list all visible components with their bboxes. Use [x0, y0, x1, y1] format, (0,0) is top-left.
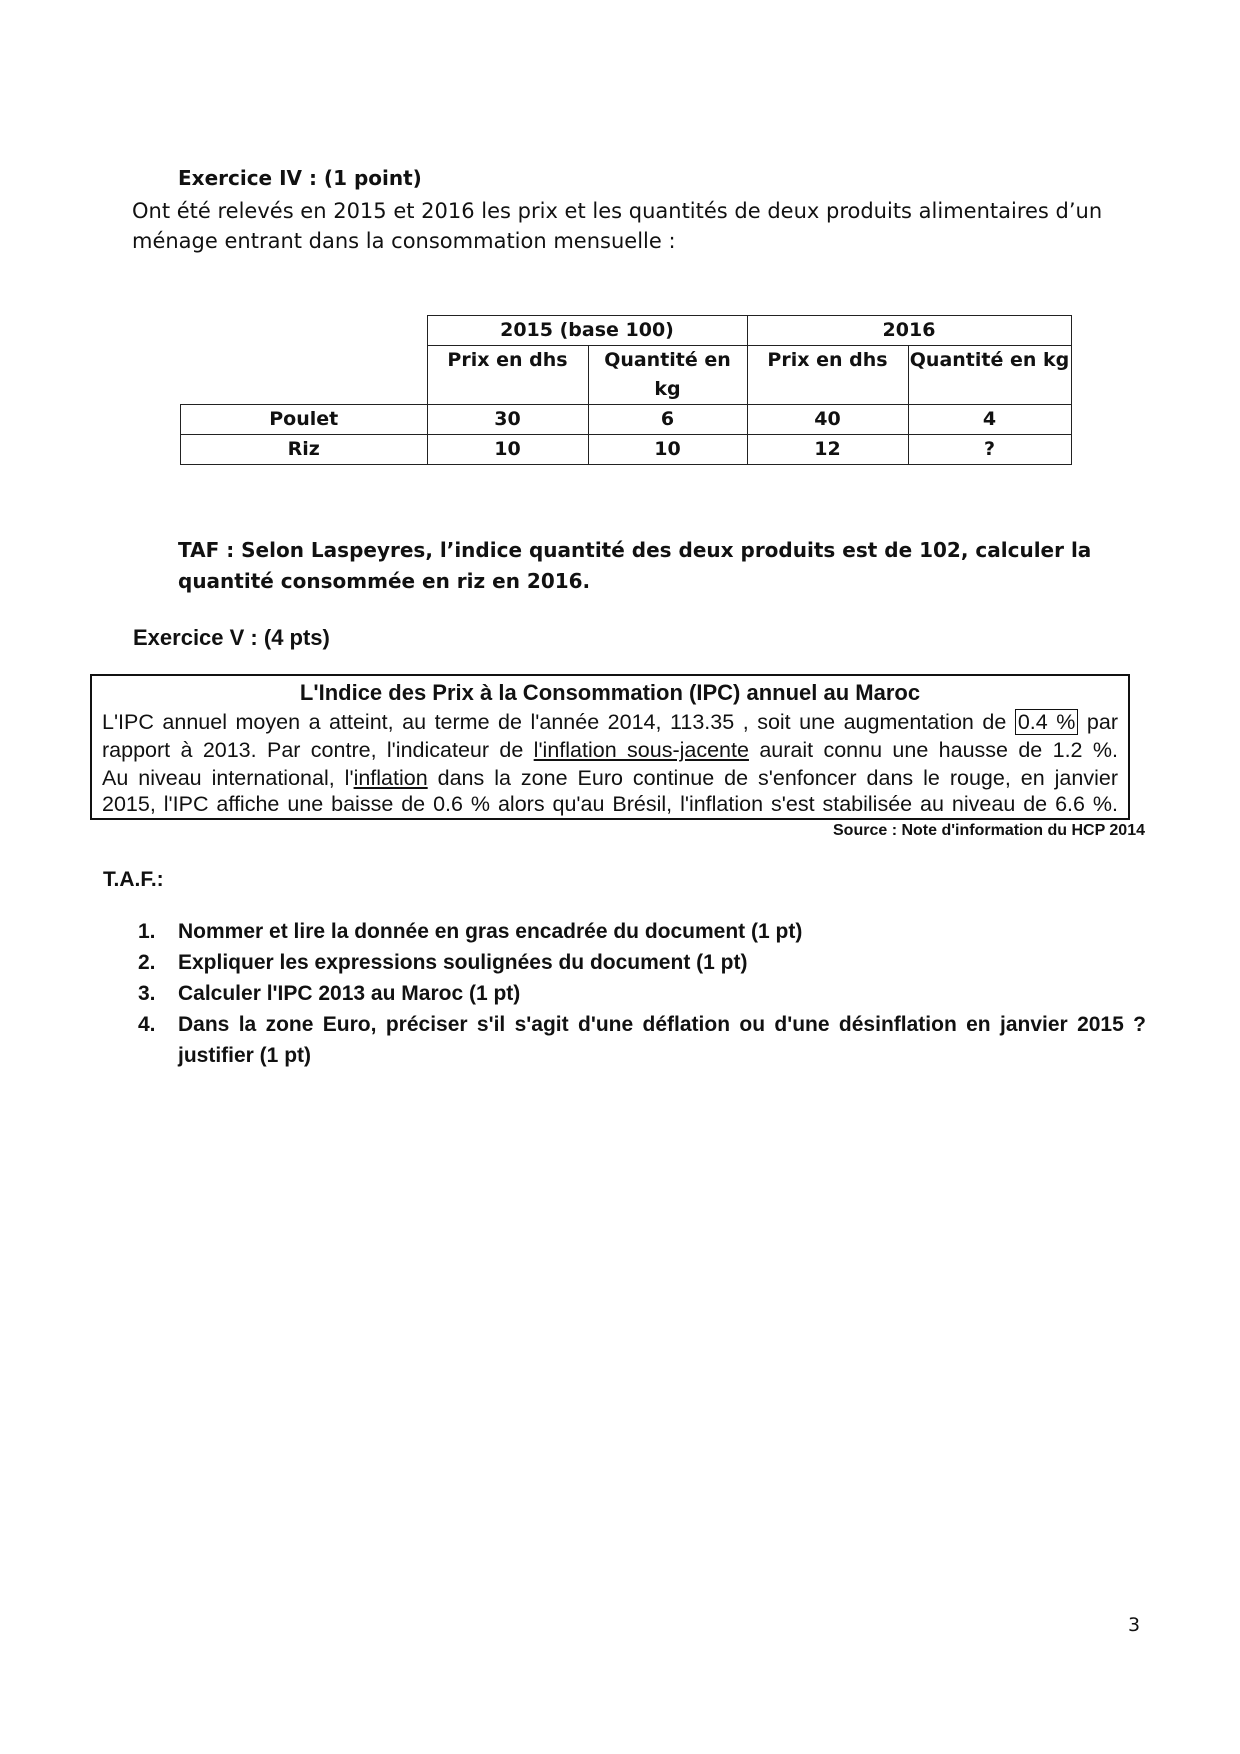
list-item [130, 978, 1146, 1009]
price-quantity-table [180, 315, 1072, 465]
cell-q2015: 10 [588, 435, 747, 465]
text-segment: L'IPC annuel moyen a atteint, au terme de l'année 2014, 113.35 , soit une augmentation de [102, 710, 1007, 734]
list-item [130, 1009, 1146, 1071]
cell-p2016: 12 [747, 435, 908, 465]
question-text: Calculer l'IPC 2013 au Maroc (1 pt) [178, 982, 521, 1005]
text-segment: aurait connu une hausse de 1.2 %. [759, 738, 1118, 762]
text-segment: par [1086, 710, 1118, 734]
cell-q2016: 4 [908, 405, 1071, 435]
exercise-4-task: TAF : Selon Laspeyres, l’indice quantité des deux produits est de 102, calculer la quantité consommée en riz en 2016. [178, 538, 1092, 593]
cell-p2015: 30 [427, 405, 588, 435]
underlined-term: l'inflation sous-jacente [533, 738, 749, 762]
cell-p2016: 40 [747, 405, 908, 435]
question-text: Nommer et lire la donnée en gras encadrée du document (1 pt) [178, 920, 803, 943]
table-subheader-prix-2015: Prix en dhs [427, 346, 588, 405]
document-source: Source : Note d'information du HCP 2014 [833, 822, 1145, 839]
exercise-4-intro: Ont été relevés en 2015 et 2016 les prix et les quantités de deux produits alimentaires d’un ménage entrant dans la consommation mensuelle : [132, 199, 1103, 253]
text-segment: Au niveau international, l' [102, 766, 354, 790]
cell-q2016: ? [908, 435, 1071, 465]
list-item [130, 916, 1146, 947]
table-header-2016: 2016 [747, 316, 1071, 346]
row-label: Poulet [181, 405, 428, 435]
text-segment: rapport à 2013. Par contre, l'indicateur de [102, 738, 524, 762]
list-item [130, 947, 1146, 978]
question-number: 1. [138, 920, 156, 943]
cell-p2015: 10 [427, 435, 588, 465]
question-number: 4. [138, 1013, 156, 1036]
table-subheader-qte-2015: Quantité en kg [588, 346, 747, 405]
document-line-3 [102, 764, 1118, 792]
table-subheader-qte-2016: Quantité en kg [908, 346, 1071, 405]
table-corner-blank [181, 316, 428, 405]
text-segment: dans la zone Euro continue de s'enfoncer dans le rouge, en janvier [437, 766, 1118, 790]
document-line-1 [102, 708, 1118, 736]
document-title: L'Indice des Prix à la Consommation (IPC) annuel au Maroc [299, 680, 921, 705]
cell-q2015: 6 [588, 405, 747, 435]
question-list [130, 916, 1146, 1071]
table-header-2015: 2015 (base 100) [427, 316, 747, 346]
exercise-4-title: Exercice IV : (1 point) [178, 166, 422, 190]
question-number: 2. [138, 951, 156, 974]
underlined-term: inflation [353, 766, 428, 790]
table-subheader-prix-2016: Prix en dhs [747, 346, 908, 405]
question-number: 3. [138, 982, 156, 1005]
row-label: Riz [181, 435, 428, 465]
exercise-5-title: Exercice V : (4 pts) [133, 625, 330, 650]
question-text: Expliquer les expressions soulignées du document (1 pt) [178, 951, 748, 974]
boxed-value: 0.4 % [1015, 709, 1079, 735]
table-row [181, 405, 1072, 435]
table-row [181, 435, 1072, 465]
task-label: T.A.F.: [103, 868, 164, 891]
document-box [90, 674, 1130, 820]
document-line-2 [102, 736, 1118, 764]
question-text: Dans la zone Euro, préciser s'il s'agit d'une déflation ou d'une désinflation en janvier 2015 ? justifier (1 pt) [178, 1013, 1146, 1067]
document-line-4: 2015, l'IPC affiche une baisse de 0.6 % alors qu'au Brésil, l'inflation s'est stabilisée au niveau de 6.6 %. [102, 792, 1118, 816]
page-number: 3 [1128, 1614, 1141, 1636]
